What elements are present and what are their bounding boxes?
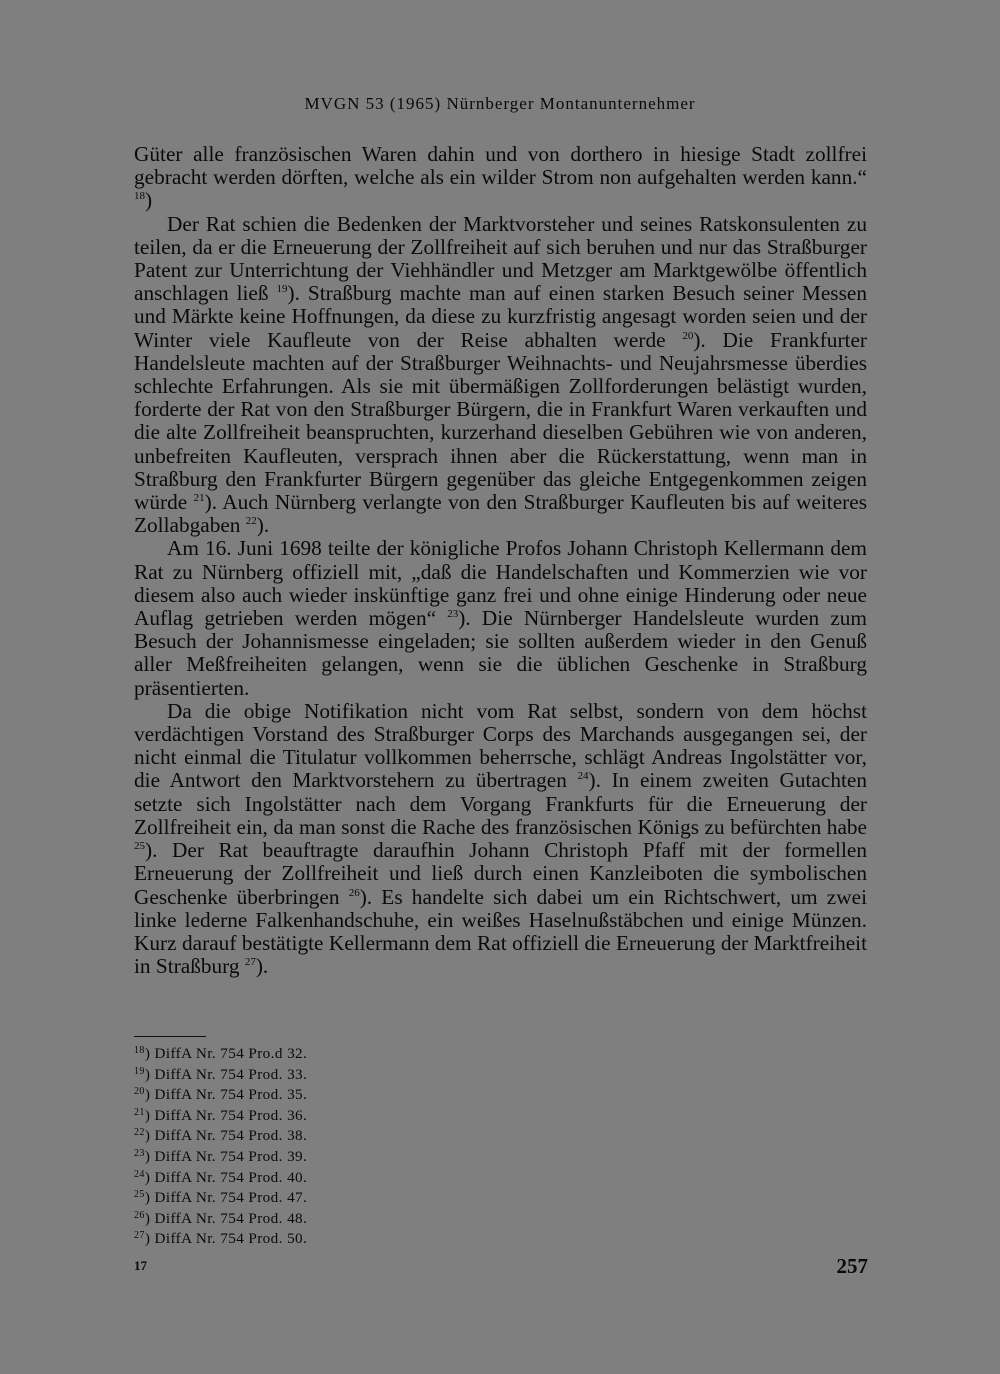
footnote-paren: )	[144, 1147, 155, 1165]
footnote-number: 26	[134, 1209, 145, 1221]
paragraph-text: ). Es handelte sich dabei um ein Richtschwert, um zwei linke lederne Falkenhandschuhe, ein weißes Haselnußstäbchen und einige Münzen. Kurz darauf bestätigte Kellermann dem Rat offiziell die Erneuerung der Marktfreiheit in Straßburg	[134, 884, 867, 979]
paragraph-text: ). Die Nürnberger Handelsleute wurden zum Besuch der Johannismesse eingeladen; sie sollten außerdem wieder in den Genuß aller Meßfreiheiten gelangen, wenn sie die üblichen Geschenke in Straßburg präsentierten.	[134, 606, 867, 700]
footnote-paren: )	[144, 1086, 155, 1104]
footnote-number: 20	[134, 1086, 145, 1098]
footnote-paren: )	[144, 1106, 155, 1124]
footnote-number: 22	[134, 1127, 145, 1139]
footnote-reference: 27	[244, 956, 256, 969]
paragraph	[134, 213, 867, 538]
footnote-number: 24	[134, 1168, 145, 1180]
paragraph	[134, 537, 867, 699]
footnote-paren: )	[144, 1168, 155, 1186]
footnote-paren: )	[144, 1127, 155, 1145]
paragraph	[134, 700, 867, 978]
footnote-reference: 24	[577, 770, 589, 783]
paragraph-text: Am 16. Juni 1698 teilte der königliche Profos Johann Christoph Kellermann dem Rat zu Nürnberg offiziell mit, „daß die Handelschaften und Kommerzien wie vor diesem also auch wieder inskünftige ganz frei und ohne einige Hinderung oder neue Auflag getrieben werden mögen“	[134, 536, 867, 631]
footnote	[134, 1045, 634, 1066]
paragraph-text: ). Auch Nürnberg verlangte von den Straßburger Kaufleuten bis auf weiteres Zollabgaben	[134, 490, 867, 538]
paragraph-text: ).	[256, 513, 270, 538]
footnote-reference: 25	[134, 840, 145, 853]
footnote-reference: 23	[447, 608, 459, 621]
paragraph-text: ).	[255, 954, 269, 979]
footnote	[134, 1230, 634, 1251]
footnote	[134, 1107, 634, 1128]
footnote-number: 25	[134, 1189, 145, 1201]
footnote	[134, 1169, 634, 1190]
paragraph-text: Da die obige Notifikation nicht vom Rat selbst, sondern von dem höchst verdächtigen Vorstand des Straßburger Corps des Marchands ausgegangen sei, der nicht einmal die Titulatur vollkommen beherrsche, schlägt Andreas Ingolstätter vor, die Antwort den Marktvorstehern zu übertragen	[134, 698, 867, 793]
footnote-text: DiffA Nr. 754 Prod. 39.	[154, 1147, 308, 1165]
footnote-text: DiffA Nr. 754 Prod. 50.	[154, 1230, 308, 1248]
paragraph-text: ). Die Frankfurter Handelsleute machten auf der Straßburger Weihnachts- und Neujahrsmesse überdies schlechte Erfahrungen. Als sie mit übermäßigen Zollforderungen belästigt wurden, forderte der Rat von den Straßburger Bürgern, die in Frankfurt Waren verkauften und die alte Zollfreiheit beanspruchten, kurzerhand dieselben Gebühren wie von anderen, unbefreiten Kaufleuten, versprach ihnen aber die Rückerstattung, wenn man in Straßburg den Frankfurter Bürgern gegenüber das gleiche Entgegenkommen zeigen würde	[134, 327, 867, 515]
footnote-text: DiffA Nr. 754 Prod. 40.	[154, 1168, 308, 1186]
footnote-reference: 22	[245, 515, 257, 528]
paragraph-text: ). Der Rat beauftragte daraufhin Johann Christoph Pfaff mit der formellen Erneuerung der Zollfreiheit und ließ durch einen Kanzleiboten die symbolischen Geschenke überbringen	[134, 838, 867, 909]
paragraph-text: Der Rat schien die Bedenken der Marktvorsteher und seines Ratskonsulenten zu teilen, da er die Erneuerung der Zollfreiheit auf sich beruhen und nur das Straßburger Patent zur Unterrichtung der Viehhändler und Metzger am Marktgewölbe öffentlich anschlagen ließ	[134, 211, 867, 306]
footnote-text: DiffA Nr. 754 Prod. 35.	[154, 1086, 308, 1104]
footnote-paren: )	[144, 1045, 155, 1062]
paragraph-text: )	[145, 188, 153, 213]
footnote	[134, 1066, 634, 1087]
footnote	[134, 1210, 634, 1231]
footnote-paren: )	[144, 1230, 155, 1248]
footnote	[134, 1086, 634, 1107]
footnote-number: 18	[134, 1045, 145, 1056]
footnotes	[134, 1045, 634, 1251]
paragraph-text: ). Straßburg machte man auf einen starken Besuch seiner Messen und Märkte keine Hoffnungen, da diese zu kurzfristig angesagt worden seien und der Winter viele Kaufleute von der Reise abhalten werde	[134, 281, 867, 352]
footnote-rule	[134, 1036, 206, 1037]
footnote-number: 23	[134, 1147, 145, 1159]
footnote-number: 19	[134, 1065, 145, 1077]
body-text	[134, 143, 867, 978]
footnote	[134, 1189, 634, 1210]
footnote-reference: 21	[193, 492, 205, 505]
footnote-reference: 18	[134, 190, 145, 203]
footnote	[134, 1148, 634, 1169]
footnote-number: 27	[134, 1230, 145, 1242]
footnote-text: DiffA Nr. 754 Prod. 47.	[154, 1189, 308, 1207]
footnote-text: DiffA Nr. 754 Prod. 48.	[154, 1209, 308, 1227]
footnote-paren: )	[144, 1065, 155, 1083]
footnote-text: DiffA Nr. 754 Prod. 38.	[154, 1127, 308, 1145]
footnote-text: DiffA Nr. 754 Prod. 33.	[154, 1065, 308, 1083]
footnote	[134, 1127, 634, 1148]
footnote-reference: 26	[348, 886, 360, 899]
footnote-paren: )	[144, 1189, 155, 1207]
footnote-number: 21	[134, 1106, 145, 1118]
paragraph-text: ). In einem zweiten Gutachten setzte sich Ingolstätter nach dem Vorgang Frankfurts für die Erneuerung der Zollfreiheit ein, da man sonst die Rache des französischen Königs zu befürchten habe	[134, 768, 868, 839]
signature-mark: 17	[134, 1258, 147, 1273]
footnote-text: DiffA Nr. 754 Prod. 36.	[154, 1106, 308, 1124]
footnote-reference: 20	[682, 329, 694, 342]
paragraph	[134, 143, 867, 213]
running-head: MVGN 53 (1965) Nürnberger Montanunternehmer	[304, 94, 696, 113]
paragraph-text: Güter alle französischen Waren dahin und von dorthero in hiesige Stadt zollfrei gebracht werden dörften, welche als ein wilder Strom non aufgehalten werden kann.“	[134, 142, 867, 190]
page-number: 257	[836, 1254, 868, 1278]
footnote-text: DiffA Nr. 754 Pro.d 32.	[154, 1045, 308, 1062]
footnote-paren: )	[144, 1209, 155, 1227]
footnote-reference: 19	[276, 283, 288, 296]
